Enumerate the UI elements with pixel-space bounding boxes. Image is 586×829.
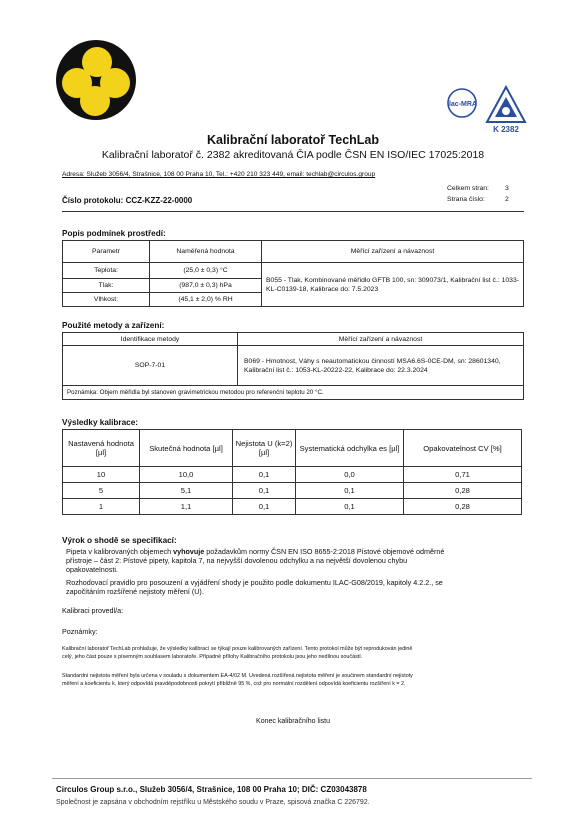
conditions-heading: Popis podmínek prostředí:: [62, 229, 166, 238]
text-line: započítáním rozšířené nejistoty měření (U).: [66, 587, 204, 596]
methods-note: Poznámka: Objem měřidla byl stanoven gravimetrickou metodou pro referenční teplotu 20 °C.: [63, 386, 524, 400]
results-cell: 5,1: [140, 483, 233, 499]
methods-heading: Použité metody a zařízení:: [62, 321, 165, 330]
col-header: Opakovatelnost CV [%]: [404, 430, 522, 467]
table-row: [63, 483, 522, 499]
protocol-label: Číslo protokolu:: [62, 196, 124, 205]
total-pages-value: 3: [505, 185, 509, 192]
company-info: Circulos Group s.r.o., Služeb 3056/4, Strašnice, 108 00 Praha 10; DIČ: CZ03043878: [56, 785, 367, 794]
results-cell: 0,28: [404, 499, 522, 515]
text-line: Kalibrační laboratoř TechLab prohlašuje, že výsledky kalibrací se týkají pouze kalibrovaných zařízení. Tento protokol může být reprodukován jedině: [62, 646, 413, 652]
end-of-sheet: Konec kalibračního listu: [256, 718, 330, 725]
results-cell: 0,1: [233, 467, 296, 483]
text-line: měření a koeficientu k, který odpovídá pravděpodobnosti pokrytí přibližně 95 %, což pro normální rozdělení odpovídá koeficientu rozšíření k = 2.: [62, 680, 406, 687]
conformity-paragraph: [66, 547, 528, 574]
param-cell: Teplota:: [63, 263, 150, 279]
uncertainty-paragraph: [62, 673, 527, 688]
performed-by-label: Kalibraci provedl/a:: [62, 606, 124, 615]
results-table: [62, 429, 522, 515]
value-cell: (45,1 ± 2,0) % RH: [150, 293, 262, 307]
accreditation-number: K 2382: [493, 125, 519, 134]
total-pages-label: Celkem stran:: [447, 185, 489, 192]
text-line: přístroje – část 2: Pístové pipety, kapitola 7, na nejvyšší dovolenou odchylku a na největší dovolenou chybu: [66, 556, 408, 565]
text-line: Rozhodovací pravidlo pro posouzení a vyjádření shody je použito podle dokumentu ILAC-G08/2019, kapitoly 4.2.2., se: [66, 578, 443, 587]
results-cell: 0,71: [404, 467, 522, 483]
footer-divider: [52, 778, 532, 779]
ilac-mra-logo: [442, 88, 482, 118]
method-cell: SOP-7-01: [63, 346, 238, 386]
lab-title: Kalibrační laboratoř TechLab: [206, 133, 380, 147]
results-cell: 0,0: [296, 467, 404, 483]
conditions-table: [62, 240, 524, 307]
results-cell: 0,28: [404, 483, 522, 499]
page-number-value: 2: [505, 196, 509, 203]
methods-table: [62, 332, 524, 400]
lab-address: Adresa: Služeb 3056/4, Strašnice, 108 00 Praha 10, Tel.: +420 210 323 449, email: techlab@circulos.group: [62, 171, 376, 178]
disclaimer-paragraph: [62, 646, 527, 661]
col-header: Nastavená hodnota [µl]: [63, 430, 140, 467]
col-header: Parametr: [63, 241, 150, 263]
techlab-logo: [56, 40, 136, 120]
text-line: Pipeta v kalibrovaných objemech vyhovuje požadavkům normy ČSN EN ISO 8655-2:2018 Pístové objemové odměrné: [66, 547, 445, 556]
text-line: Standardní nejistota měření byla určena v souladu s dokumentem EA-4/02 M. Uvedená rozšířená nejistota měření je součinem standardní nejistoty: [62, 673, 413, 679]
protocol-number: [62, 196, 192, 205]
results-cell: 10: [63, 467, 140, 483]
col-header: Naměřená hodnota: [150, 241, 262, 263]
decision-rule-paragraph: [66, 578, 528, 596]
divider: [62, 211, 524, 212]
device-cell: B055 - Tlak, Kombinované měřidlo GFTB 100, sn: 309073/1, Kalibrační list č.: 1033-KL-C0139-18, Kalibrace do: 7.5.2023: [262, 263, 524, 307]
results-cell: 0,1: [233, 499, 296, 515]
results-cell: 1: [63, 499, 140, 515]
ilac-text: ilac-MRA: [447, 101, 477, 108]
register-info: Společnost je zapsána v obchodním rejstříku u Městského soudu v Praze, spisová značka C 226792.: [56, 799, 370, 806]
notes-label: Poznámky:: [62, 627, 98, 636]
table-row: [63, 467, 522, 483]
col-header: Systematická odchylka es [µl]: [296, 430, 404, 467]
protocol-value: CCZ-KZZ-22-0000: [125, 196, 193, 205]
param-cell: Tlak:: [63, 279, 150, 293]
text-line: celý, jeho část pouze s písemným souhlasem laboratoře. Případné přílohy Kalibračního protokolu jsou jeho nedílnou součástí.: [62, 653, 363, 660]
param-cell: Vlhkost:: [63, 293, 150, 307]
table-row: [63, 499, 522, 515]
col-header: Skutečná hodnota [µl]: [140, 430, 233, 467]
page-number-label: Strana číslo:: [447, 196, 485, 203]
results-cell: 0,1: [296, 483, 404, 499]
logo-circle: [80, 86, 110, 116]
value-cell: (987,0 ± 0,3) hPa: [150, 279, 262, 293]
results-cell: 5: [63, 483, 140, 499]
results-cell: 10,0: [140, 467, 233, 483]
lab-subtitle: Kalibrační laboratoř č. 2382 akreditovaná ČIA podle ČSN EN ISO/IEC 17025:2018: [101, 149, 485, 161]
results-heading: Výsledky kalibrace:: [62, 418, 139, 427]
col-header: Nejistota U (k=2) [µl]: [233, 430, 296, 467]
cia-accreditation-logo: [483, 84, 529, 134]
results-cell: 1,1: [140, 499, 233, 515]
results-cell: 0,1: [233, 483, 296, 499]
value-cell: (25,0 ± 0,3) °C: [150, 263, 262, 279]
col-header: Měřící zařízení a návaznost: [262, 241, 524, 263]
results-cell: 0,1: [296, 499, 404, 515]
col-header: Identifikace metody: [63, 333, 238, 346]
col-header: Měřící zařízení a návaznost: [238, 333, 524, 346]
conformity-heading: Výrok o shodě se specifikací:: [62, 536, 177, 545]
device-cell: B069 - Hmotnost, Váhy s neautomatickou činností MSA6.6S-0CE-DM, sn: 28601340, Kalibrační list č.: 1053-KL-20222-22, Kalibrace do: 22.3.2024: [238, 346, 524, 386]
text-line: opakovatelnosti.: [66, 565, 118, 574]
